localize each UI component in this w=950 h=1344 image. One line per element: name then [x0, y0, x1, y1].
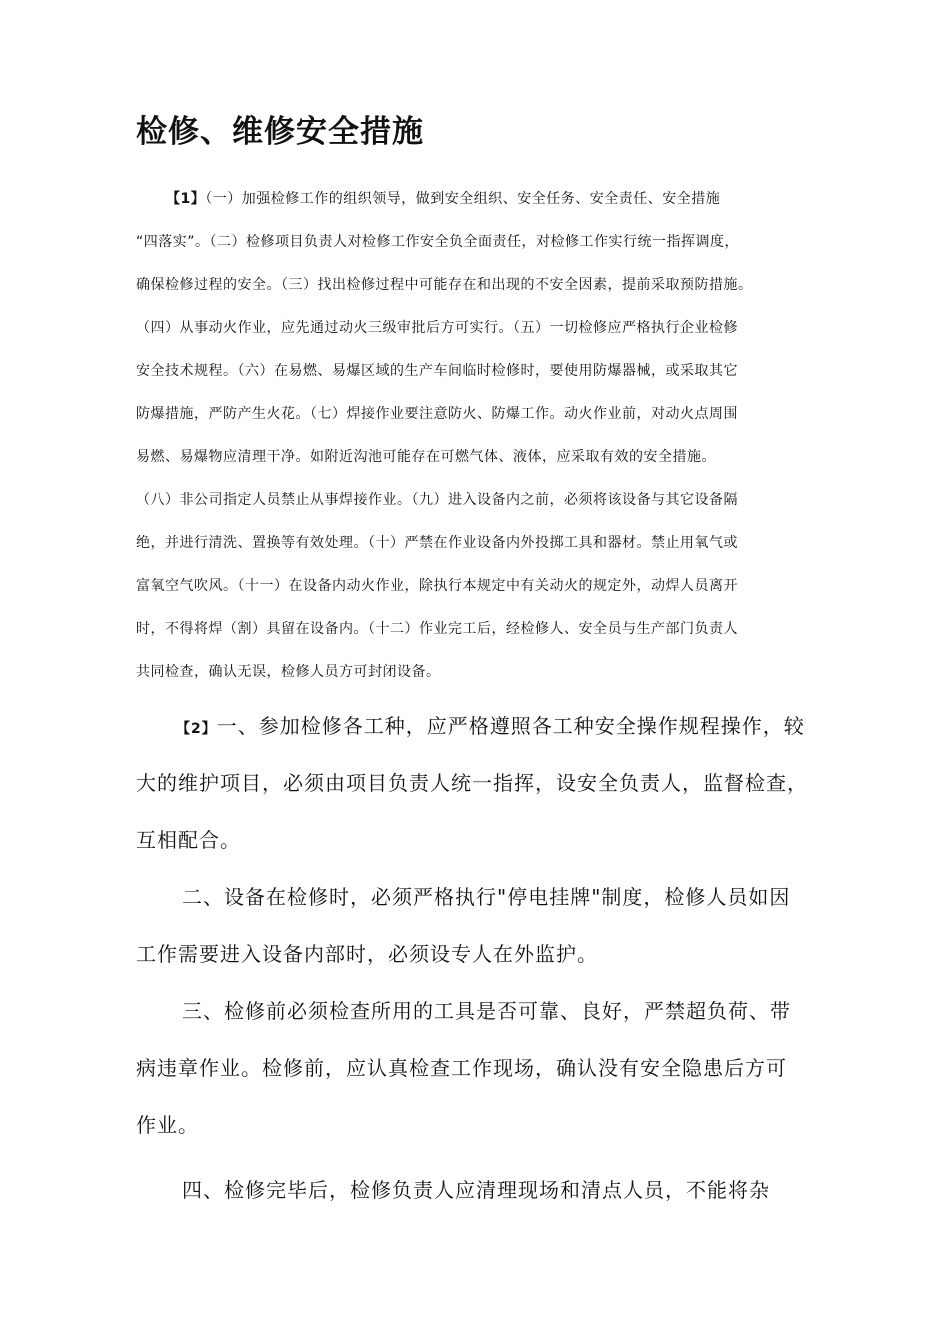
section-2-line-6: 三、检修前必须检查所用的工具是否可靠、良好，严禁超负荷、带 — [182, 999, 791, 1023]
section-1-line-7: 易燃、易爆物应清理干净。如附近沟池可能存在可燃气体、液体，应采取有效的安全措施。 — [136, 449, 716, 465]
section-1-line-9: 绝，并进行清洗、置换等有效处理。（十）严禁在作业设备内外投掷工具和器材。禁止用氧气或 — [136, 535, 738, 551]
section-1-line-1-text: （一）加强检修工作的组织领导，做到安全组织、安全任务、安全责任、安全措施 — [205, 191, 721, 207]
section-2-marker: 【2】 — [176, 721, 217, 737]
section-2-line-5: 工作需要进入设备内部时，必须设专人在外监护。 — [136, 942, 598, 966]
section-1-line-3: 确保检修过程的安全。（三）找出检修过程中可能存在和出现的不安全因素，提前采取预防措施。 — [136, 277, 753, 293]
section-1-line-4: （四）从事动火作业，应先通过动火三级审批后方可实行。（五）一切检修应严格执行企业检修 — [136, 320, 738, 336]
section-1-line-5: 安全技术规程。（六）在易燃、易爆区域的生产车间临时检修时，要使用防爆器械，或采取其它 — [136, 363, 738, 379]
section-2-line-9: 四、检修完毕后，检修负责人应清理现场和清点人员，不能将杂 — [182, 1178, 770, 1202]
section-1-line-6: 防爆措施，严防产生火花。（七）焊接作业要注意防火、防爆工作。动火作业前，对动火点周围 — [136, 406, 738, 422]
section-1-line-1 — [166, 189, 720, 209]
section-2-line-3: 互相配合。 — [136, 828, 241, 852]
page-title: 检修、维修安全措施 — [136, 114, 424, 150]
section-1-line-10: 富氧空气吹风。（十一）在设备内动火作业，除执行本规定中有关动火的规定外，动焊人员离开 — [136, 578, 738, 594]
section-2-line-8: 作业。 — [136, 1113, 199, 1137]
section-1-line-2: “四落实”。（二）检修项目负责人对检修工作安全负全面责任，对检修工作实行统一指挥调度， — [136, 234, 740, 250]
section-2-line-4: 二、设备在检修时，必须严格执行"停电挂牌"制度，检修人员如因 — [182, 885, 791, 909]
section-1-line-8: （八）非公司指定人员禁止从事焊接作业。（九）进入设备内之前，必须将该设备与其它设备隔 — [136, 492, 738, 508]
section-2-line-2: 大的维护项目，必须由项目负责人统一指挥，设安全负责人，监督检查， — [136, 771, 808, 795]
section-2-line-1-text: 一、参加检修各工种，应严格遵照各工种安全操作规程操作，较 — [216, 714, 805, 738]
section-2-line-7: 病违章作业。检修前，应认真检查工作现场，确认没有安全隐患后方可 — [136, 1056, 787, 1080]
section-2-line-1 — [176, 712, 805, 743]
section-1-line-11: 时，不得将焊（割）具留在设备内。（十二）作业完工后，经检修人、安全员与生产部门负责人 — [136, 621, 738, 637]
section-1-marker: 【1】 — [166, 191, 206, 207]
section-1-line-12: 共同检查，确认无误，检修人员方可封闭设备。 — [136, 664, 441, 680]
